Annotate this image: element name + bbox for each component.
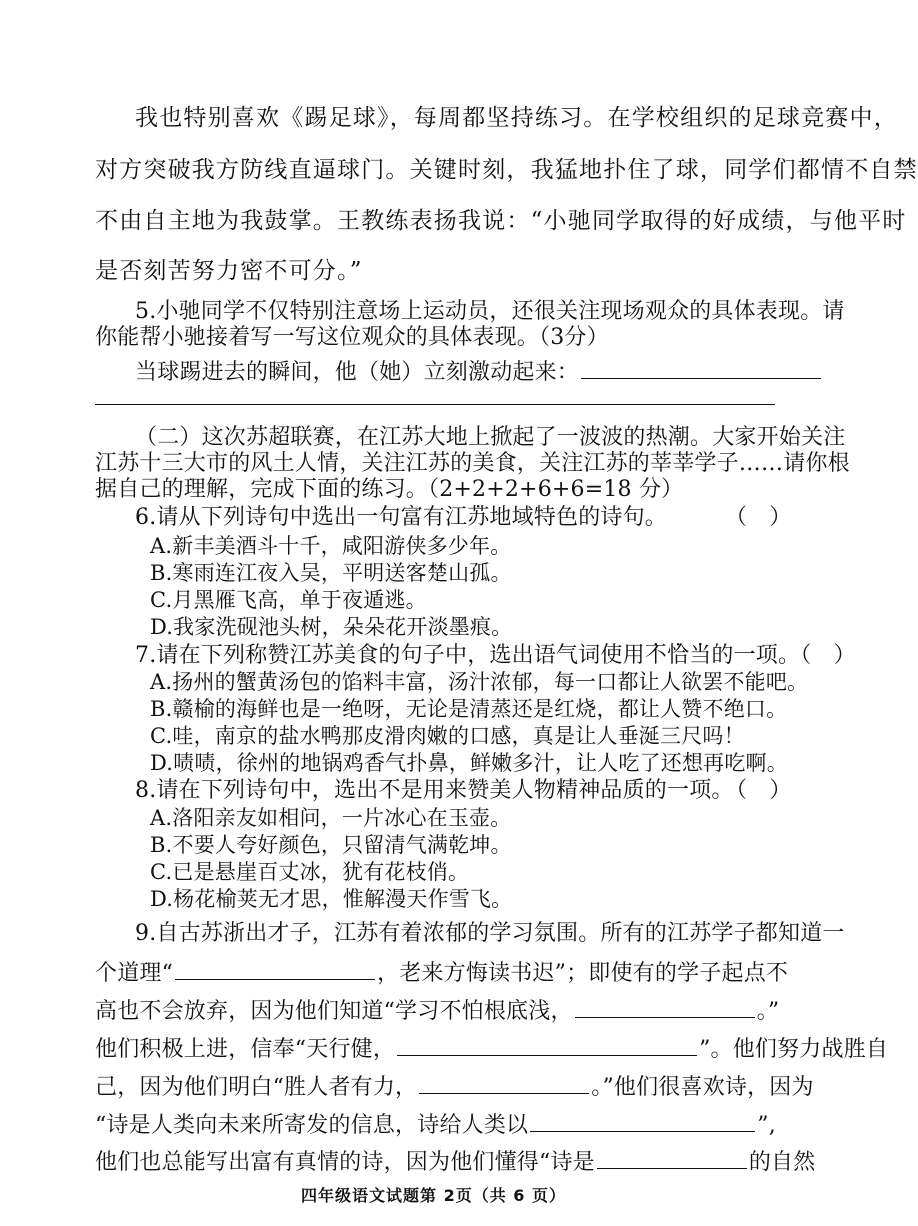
q7-stem-emphasis-3: 当 <box>689 643 712 668</box>
q5-answer-rule[interactable] <box>95 404 775 405</box>
q8-stem: 8.请在下列诗句中，选出不是用来赞美人物精神品质的一项。 <box>135 778 734 803</box>
q7-stem-part-a: 7.请在下列称赞江苏美食的句子中，选出语气词使用 <box>135 643 645 668</box>
q9-line-1: 9.自古苏浙出才子，江苏有着浓郁的学习氛围。所有的江苏学子都知道一 <box>135 921 845 946</box>
q9-line-4 <box>95 1033 888 1065</box>
q9-line-4-a: 他们积极上进，信奉“天行健， <box>95 1037 396 1062</box>
q6-stem-part-b: 地域特色的诗句。 <box>489 505 668 530</box>
q5-stem-line-1: 5.小驰同学不仅特别注意场上运动员，还很关注现场观众的具体表现。请 <box>135 299 845 324</box>
q6-stem-part-a: 6.请从下列诗句中选出一句富有江 <box>135 505 468 530</box>
q9-line-6-a: “诗是人类向未来所寄发的信息，诗给人类以 <box>95 1113 529 1138</box>
q7-option-b: B.赣榆的海鲜也是一绝呀，无论是清蒸还是红烧，都让人赞不绝口。 <box>150 697 788 721</box>
q6-stem <box>135 503 667 533</box>
section2-line-3: 据自己的理解，完成下面的练习。（2+2+2+6+6=18 分） <box>95 477 684 502</box>
q9-line-3 <box>95 995 779 1027</box>
q5-prompt: 当球踢进去的瞬间，他（她）立刻激动起来： <box>135 360 580 385</box>
q7-option-c: C.哇，南京的盐水鸭那皮滑肉嫩的口感，真是让人垂涎三尺吗！ <box>150 724 745 748</box>
q9-blank-6[interactable] <box>597 1146 747 1169</box>
q9-line-4-b: ”。他们努力战胜自 <box>699 1037 889 1062</box>
q9-line-7 <box>95 1146 815 1178</box>
q8-option-b: B.不要人夸好颜色，只留清气满乾坤。 <box>150 833 512 857</box>
passage-line-1: 我也特别喜欢《踢足球》，每周都坚持练习。在学校组织的足球竞赛中， <box>135 105 898 131</box>
q5-answer-blank[interactable] <box>581 356 821 379</box>
q6-option-a: A.新丰美酒斗十千，咸阳游侠多少年。 <box>150 534 512 558</box>
q6-option-c: C.月黑雁飞高，单于夜遁逃。 <box>150 588 427 612</box>
q9-blank-3[interactable] <box>397 1033 697 1056</box>
q9-blank-5[interactable] <box>530 1109 755 1132</box>
q9-blank-2[interactable] <box>575 995 755 1018</box>
q9-line-5-b: 。”他们很喜欢诗，因为 <box>591 1075 814 1100</box>
q5-answer-line <box>135 356 823 388</box>
section2-line-1: （二）这次苏超联赛，在江苏大地上掀起了一波波的热潮。大家开始关注 <box>135 425 846 450</box>
q7-option-a: A.扬州的蟹黄汤包的馅料丰富，汤汁浓郁，每一口都让人欲罢不能吧。 <box>150 670 809 694</box>
passage-line-3: 不由自主地为我鼓掌。王教练表扬我说：“小驰同学取得的好成绩，与他平时 <box>95 208 907 234</box>
page-footer: 四年级语文试题第 2页（共 6 页） <box>301 1186 566 1205</box>
q9-blank-4[interactable] <box>419 1071 589 1094</box>
passage-line-4: 是否刻苦努力密不可分。” <box>95 258 363 284</box>
q9-line-6 <box>95 1109 776 1141</box>
q9-line-3-b: 。” <box>756 999 780 1024</box>
q8-answer-paren[interactable]: （ ） <box>725 778 792 803</box>
section2-line-2: 江苏十三大市的风土人情，关注江苏的美食，关注江苏的莘莘学子……请你根 <box>95 451 850 476</box>
q7-stem-emphasis-1: 不 <box>644 643 667 668</box>
q8-option-d: D.杨花榆荚无才思，惟解漫天作雪飞。 <box>150 887 513 911</box>
q6-answer-paren[interactable]: （ ） <box>725 505 792 530</box>
q5-stem-line-2: 你能帮小驰接着写一写这位观众的具体表现。（3分） <box>95 325 609 350</box>
passage-line-2: 对方突破我方防线直逼球门。关键时刻，我猛地扑住了球，同学们都情不自禁 <box>95 157 918 183</box>
q9-line-7-b: 的自然 <box>748 1150 816 1175</box>
q8-option-a: A.洛阳亲友如相问，一片冰心在玉壶。 <box>150 806 512 830</box>
q9-line-5 <box>95 1071 814 1103</box>
q9-line-3-a: 高也不会放弃，因为他们知道“学习不怕根底浅， <box>95 999 573 1024</box>
q9-line-7-a: 他们也总能写出富有真情的诗，因为他们懂得“诗是 <box>95 1150 595 1175</box>
q9-blank-1[interactable] <box>175 957 375 980</box>
q6-option-b: B.寒雨连江夜入吴，平明送客楚山孤。 <box>150 561 512 585</box>
q9-line-2-a: 个道理“ <box>95 961 174 986</box>
q7-option-d: D.啧啧，徐州的地锅鸡香气扑鼻，鲜嫩多汁，让人吃了还想再吃啊。 <box>150 751 788 775</box>
q9-line-2 <box>95 957 788 989</box>
q8-option-c: C.已是悬崖百丈冰，犹有花枝俏。 <box>150 860 470 884</box>
q9-line-6-b: ”, <box>757 1113 776 1138</box>
q7-stem-part-b: 的一项。（ ） <box>711 643 856 668</box>
q9-line-5-a: 己，因为他们明白“胜人者有力， <box>95 1075 418 1100</box>
q6-stem-emphasis: 苏 <box>467 505 490 530</box>
q7-stem-emphasis-2: 恰 <box>667 643 690 668</box>
q6-option-d: D.我家洗砚池头树，朵朵花开淡墨痕。 <box>150 615 513 639</box>
q9-line-2-b: ，老来方悔读书迟”；即使有的学子起点不 <box>377 961 789 986</box>
